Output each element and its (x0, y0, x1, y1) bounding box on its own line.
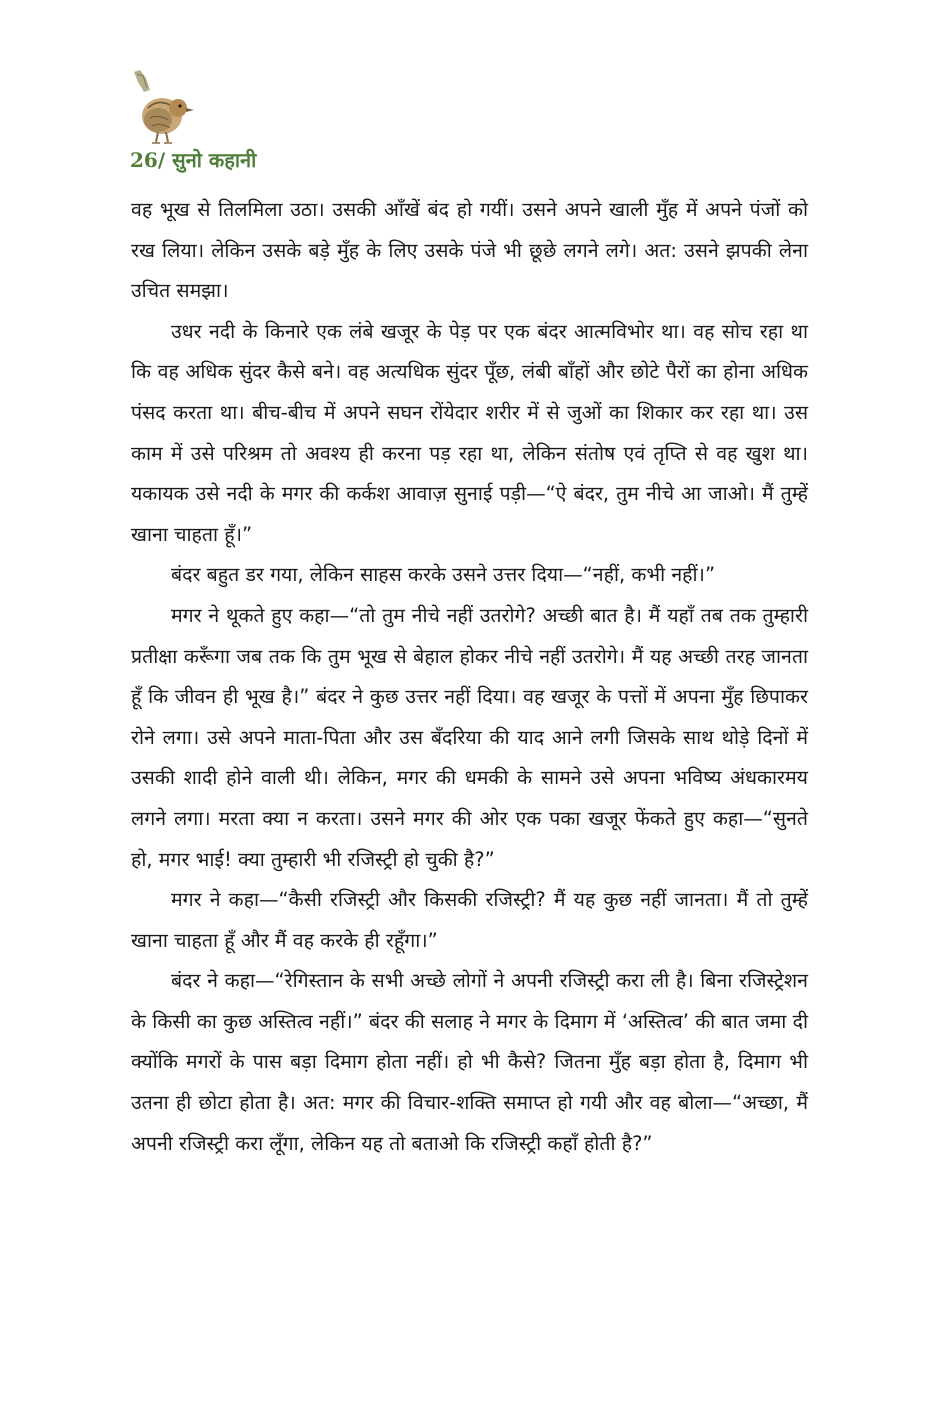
page-header (128, 68, 428, 180)
paragraph-5: मगर ने कहा—“कैसी रजिस्ट्री और किसकी रजिस्ट्री? मैं यह कुछ नहीं जानता। मैं तो तुम्हें खाना चाहता हूँ और मैं वह करके ही रहूँगा।” (131, 888, 808, 952)
bird-illustration-icon (128, 68, 200, 148)
paragraph-2: उधर नदी के किनारे एक लंबे खजूर के पेड़ पर एक बंदर आत्मविभोर था। वह सोच रहा था कि वह अधिक सुंदर कैसे बने। वह अत्यधिक सुंदर पूँछ, लंबी बाँहों और छोटे पैरों का होना अधिक पंसद करता था। बीच-बीच में अपने सघन रोंयेदार शरीर में से जुओं का शिकार कर रहा था। उस काम में उसे परिश्रम तो अवश्य ही करना पड़ रहा था, लेकिन संतोष एवं तृप्ति से वह खुश था। यकायक उसे नदी के मगर की कर्कश आवाज़ सुनाई पड़ी—“ऐ बंदर, तुम नीचे आ जाओ। मैं तुम्हें खाना चाहता हूँ।” (131, 319, 808, 546)
paragraph-3: बंदर बहुत डर गया, लेकिन साहस करके उसने उत्तर दिया—“नहीं, कभी नहीं।” (171, 563, 716, 587)
paragraph-1: वह भूख से तिलमिला उठा। उसकी आँखें बंद हो गयीं। उसने अपने खाली मुँह में अपने पंजों को रख लिया। लेकिन उसके बड़े मुँह के लिए उसके पंजे भी छूछे लगने लगे। अत: उसने झपकी लेना उचित समझा। (131, 198, 808, 303)
paragraph-4: मगर ने थूकते हुए कहा—“तो तुम नीचे नहीं उतरोगे? अच्छी बात है। मैं यहाँ तब तक तुम्हारी प्रतीक्षा करूँगा जब तक कि तुम भूख से बेहाल होकर नीचे नहीं उतरोगे। मैं यह अच्छी तरह जानता हूँ कि जीवन ही भूख है।” बंदर ने कुछ उत्तर नहीं दिया। वह खजूर के पत्तों में अपना मुँह छिपाकर रोने लगा। उसे अपने माता-पिता और उस बँदरिया की याद आने लगी जिसके साथ थोड़े दिनों में उसकी शादी होने वाली थी। लेकिन, मगर की धमकी के सामने उसे अपना भविष्य अंधकारमय लगने लगा। मरता क्या न करता। उसने मगर की ओर एक पका खजूर फेंकते हुए कहा—“सुनते हो, मगर भाई! क्या तुम्हारी भी रजिस्ट्री हो चुकी है?” (131, 603, 808, 871)
body-text (131, 190, 808, 1164)
running-head: 26/ सुनो कहानी (130, 148, 257, 172)
paragraph-6: बंदर ने कहा—“रेगिस्तान के सभी अच्छे लोगों ने अपनी रजिस्ट्री करा ली है। बिना रजिस्ट्रेशन के किसी का कुछ अस्तित्व नहीं।” बंदर की सलाह ने मगर के दिमाग में ‘अस्तित्व’ की बात जमा दी क्योंकि मगरों के पास बड़ा दिमाग होता नहीं। हो भी कैसे? जितना मुँह बड़ा होता है, दिमाग भी उतना ही छोटा होता है। अत: मगर की विचार-शक्ति समाप्त हो गयी और वह बोला—“अच्छा, मैं अपनी रजिस्ट्री करा लूँगा, लेकिन यह तो बताओ कि रजिस्ट्री कहाँ होती है?” (131, 969, 808, 1155)
